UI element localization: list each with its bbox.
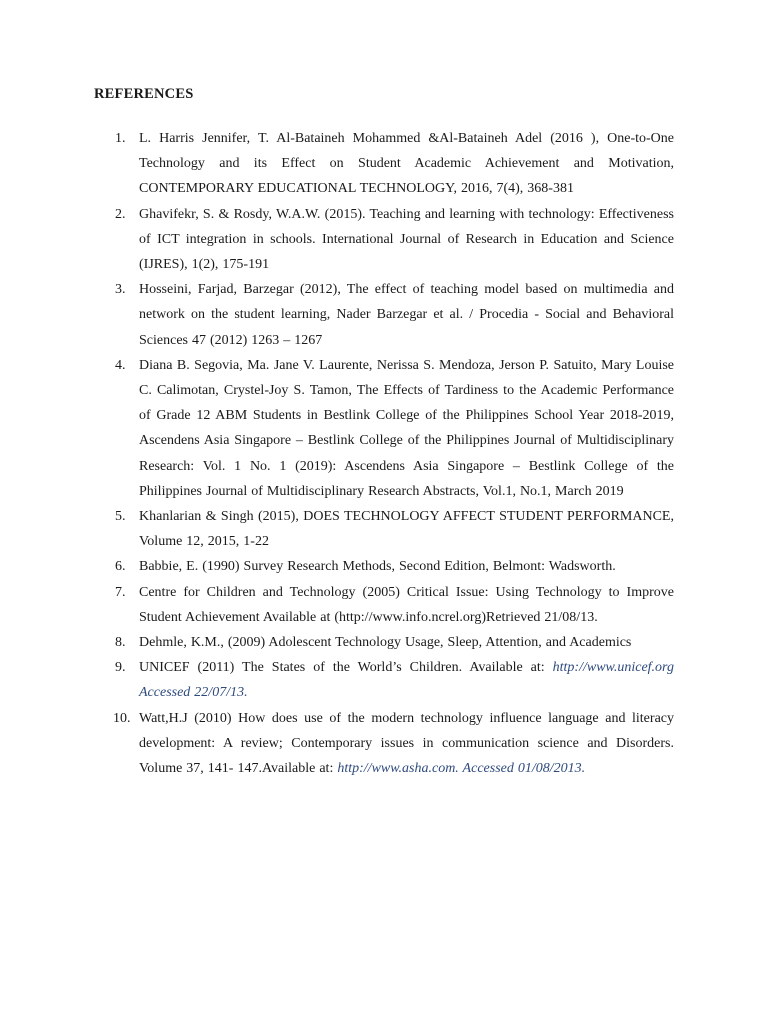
reference-link[interactable]: http://www.unicef.org Accessed 22/07/13. — [139, 660, 674, 701]
reference-item-6 — [0, 554, 768, 579]
reference-text: Dehmle, K.M., (2009) Adolescent Technology Usage, Sleep, Attention, and Academics — [139, 635, 632, 651]
reference-text: Centre for Children and Technology (2005) Critical Issue: Using Technology to Improve Student Achievement Available at (http://www.info.ncrel.org)Retrieved 21/08/13. — [139, 584, 674, 625]
reference-item-2 — [0, 202, 768, 278]
reference-number: 8. — [115, 635, 126, 651]
reference-number: 9. — [115, 660, 126, 676]
reference-number: 6. — [115, 559, 126, 575]
references-heading: REFERENCES — [94, 86, 194, 102]
reference-text: Diana B. Segovia, Ma. Jane V. Laurente, Nerissa S. Mendoza, Jerson P. Satuito, Mary Louise C. Calimotan, Crystel-Joy S. Tamon, The Effects of Tardiness to the Academic Performance of Grade 12 ABM Students in Bestlink College of the Philippines School Year 2018-2019, Ascendens Asia Singapore – Bestlink College of the Philippines Journal of Multidisciplinary Research: Vol. 1 No. 1 (2019): Ascendens Asia Singapore – Bestlink College of the Philippines Journal of Multidisciplinary Research Abstracts, Vol.1, No.1, March 2019 — [139, 357, 674, 499]
reference-item-4 — [0, 353, 768, 504]
reference-number: 7. — [115, 584, 126, 600]
reference-list — [0, 126, 768, 781]
reference-item-10 — [0, 706, 768, 782]
reference-number: 3. — [115, 282, 126, 298]
reference-item-3 — [0, 277, 768, 353]
reference-text: Ghavifekr, S. & Rosdy, W.A.W. (2015). Teaching and learning with technology: Effectiveness of ICT integration in schools. International Journal of Research in Education and Science (IJRES), 1(2), 175-191 — [139, 206, 674, 273]
reference-item-7 — [0, 580, 768, 630]
reference-text: UNICEF (2011) The States of the World’s Children. Available at: http://www.unicef.org Accessed 22/07/13. — [139, 660, 674, 701]
reference-item-1 — [0, 126, 768, 202]
reference-text: Hosseini, Farjad, Barzegar (2012), The effect of teaching model based on multimedia and network on the student learning, Nader Barzegar et al. / Procedia - Social and Behavioral Sciences 47 (2012) 1263 – 1267 — [139, 282, 674, 348]
reference-text: Babbie, E. (1990) Survey Research Methods, Second Edition, Belmont: Wadsworth. — [139, 559, 616, 575]
reference-number: 10. — [113, 710, 131, 726]
reference-item-8 — [0, 630, 768, 655]
reference-link[interactable]: http://www.asha.com. Accessed 01/08/2013. — [337, 761, 586, 777]
reference-number: 1. — [115, 131, 126, 146]
reference-text: Khanlarian & Singh (2015), DOES TECHNOLOGY AFFECT STUDENT PERFORMANCE, Volume 12, 2015, 1-22 — [139, 509, 674, 550]
reference-number: 2. — [115, 206, 126, 222]
reference-text: L. Harris Jennifer, T. Al-Bataineh Mohammed &Al-Bataineh Adel (2016 ), One-to-One Technology and its Effect on Student Academic Achievement and Motivation, CONTEMPORARY EDUCATIONAL TECHNOLOGY, 2016, 7(4), 368-381 — [139, 131, 674, 197]
reference-number: 5. — [115, 509, 126, 525]
reference-item-5 — [0, 504, 768, 554]
reference-item-9 — [0, 655, 768, 705]
reference-number: 4. — [115, 357, 126, 373]
reference-text: Watt,H.J (2010) How does use of the modern technology influence language and literacy development: A review; Contemporary issues in communication science and Disorders. Volume 37, 141- 147.Available at: http://www.asha.com. Accessed 01/08/2013. — [139, 710, 674, 777]
